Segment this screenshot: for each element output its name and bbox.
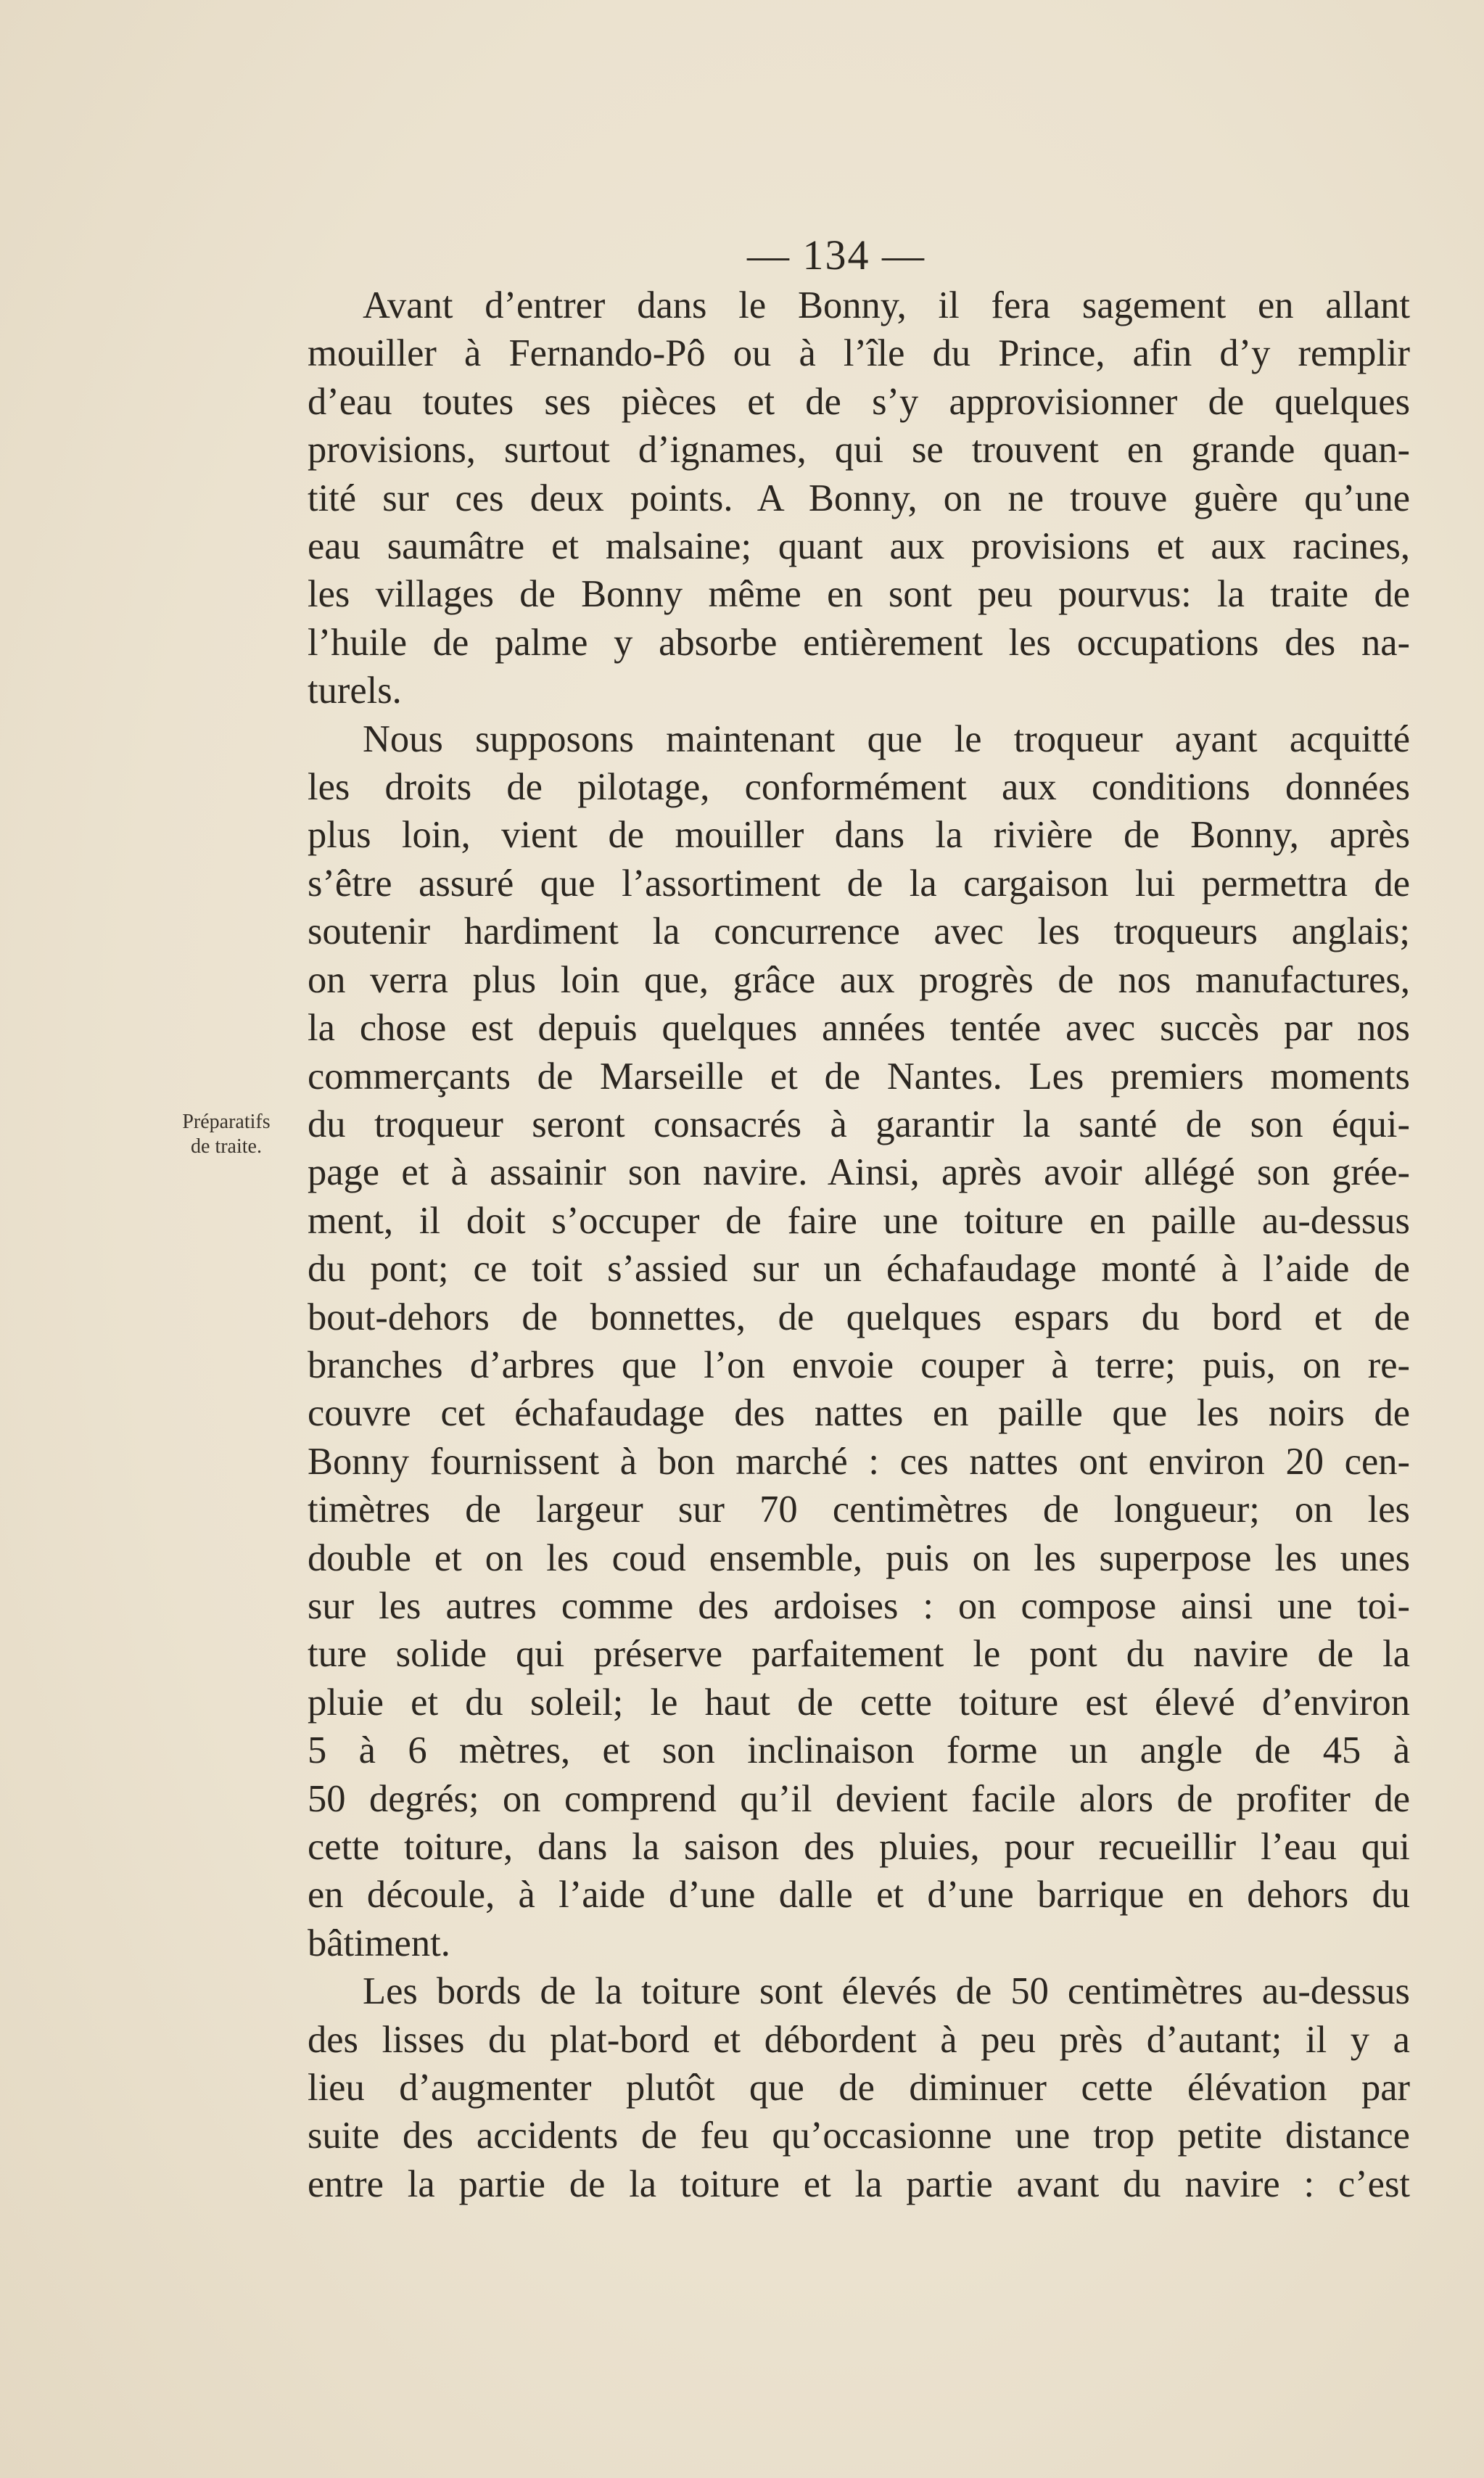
text-line: branches d’arbres que l’on envoie couper à terre; puis, on re- [308,1343,1410,1386]
text-line: s’être assuré que l’assortiment de la cargaison lui permettra de [308,862,1410,905]
text-line: couvre cet échafaudage des nattes en paille que les noirs de [308,1392,1410,1435]
paragraph-1 [308,281,1410,715]
text-line: suite des accidents de feu qu’occasionne une trop petite distance [308,2115,1410,2157]
text-line: timètres de largeur sur 70 centimètres de longueur; on les [308,1489,1410,1531]
text-line: plus loin, vient de mouiller dans la rivière de Bonny, après [308,814,1410,857]
text-line: lieu d’augmenter plutôt que de diminuer cette élévation par [308,2067,1410,2109]
text-line: Avant d’entrer dans le Bonny, il fera sagement en allant [363,284,1410,326]
text-line: soutenir hardiment la concurrence avec les troqueurs anglais; [308,910,1410,953]
text-line: ment, il doit s’occuper de faire une toiture en paille au-dessus [308,1199,1410,1242]
page-number: — 134 — [747,231,926,279]
text-line: mouiller à Fernando-Pô ou à l’île du Prince, afin d’y remplir [308,332,1410,375]
text-line: cette toiture, dans la saison des pluies, pour recueillir l’eau qui [308,1826,1410,1868]
text-line: turels. [308,670,402,712]
text-line: des lisses du plat-bord et débordent à peu près d’autant; il y a [308,2018,1410,2061]
paragraph-3 [308,1967,1410,2208]
text-line: eau saumâtre et malsaine; quant aux provisions et aux racines, [308,525,1410,568]
margin-note [161,1110,292,1159]
text-line: pluie et du soleil; le haut de cette toiture est élevé d’environ [308,1681,1410,1724]
paragraph-2 [308,715,1410,1968]
text-line: du pont; ce toit s’assied sur un échafaudage monté à l’aide de [308,1248,1410,1291]
text-line: la chose est depuis quelques années tentée avec succès par nos [308,1007,1410,1050]
text-line: double et on les coud ensemble, puis on les superpose les unes [308,1536,1410,1579]
text-line: Bonny fournissent à bon marché : ces nattes ont environ 20 cen- [308,1440,1410,1483]
text-line: provisions, surtout d’ignames, qui se trouvent en grande quan- [308,429,1410,472]
text-line: d’eau toutes ses pièces et de s’y approvisionner de quelques [308,380,1410,423]
text-line: les villages de Bonny même en sont peu pourvus: la traite de [308,573,1410,616]
text-line: 50 degrés; on comprend qu’il devient facile alors de profiter de [308,1777,1410,1820]
text-line: commerçants de Marseille et de Nantes. Les premiers moments [308,1055,1410,1098]
text-line: les droits de pilotage, conformément aux conditions données [308,766,1410,809]
text-line: du troqueur seront consacrés à garantir la santé de son équi- [308,1103,1410,1145]
text-line: ture solide qui préserve parfaitement le pont du navire de la [308,1633,1410,1676]
text-line: entre la partie de la toiture et la partie avant du navire : c’est [308,2162,1410,2205]
text-line: l’huile de palme y absorbe entièrement les occupations des na- [308,621,1410,664]
text-line: Les bords de la toiture sont élevés de 50 centimètres au-dessus [363,1970,1410,2013]
text-line: en découle, à l’aide d’une dalle et d’une barrique en dehors du [308,1874,1410,1917]
text-line: Nous supposons maintenant que le troqueur ayant acquitté [363,717,1410,760]
text-line: on verra plus loin que, grâce aux progrès de nos manufactures, [308,958,1410,1001]
text-line: 5 à 6 mètres, et son inclinaison forme un angle de 45 à [308,1729,1410,1772]
text-line: page et à assainir son navire. Ainsi, après avoir allégé son grée- [308,1151,1410,1194]
margin-note-line-2: de traite. [191,1135,262,1158]
margin-note-line-1: Préparatifs [182,1111,271,1133]
text-line: bâtiment. [308,1922,450,1964]
text-line: sur les autres comme des ardoises : on compose ainsi une toi- [308,1584,1410,1627]
body-text [308,281,1410,2208]
text-line: bout-dehors de bonnettes, de quelques espars du bord et de [308,1296,1410,1338]
text-line: tité sur ces deux points. A Bonny, on ne trouve guère qu’une [308,477,1410,519]
